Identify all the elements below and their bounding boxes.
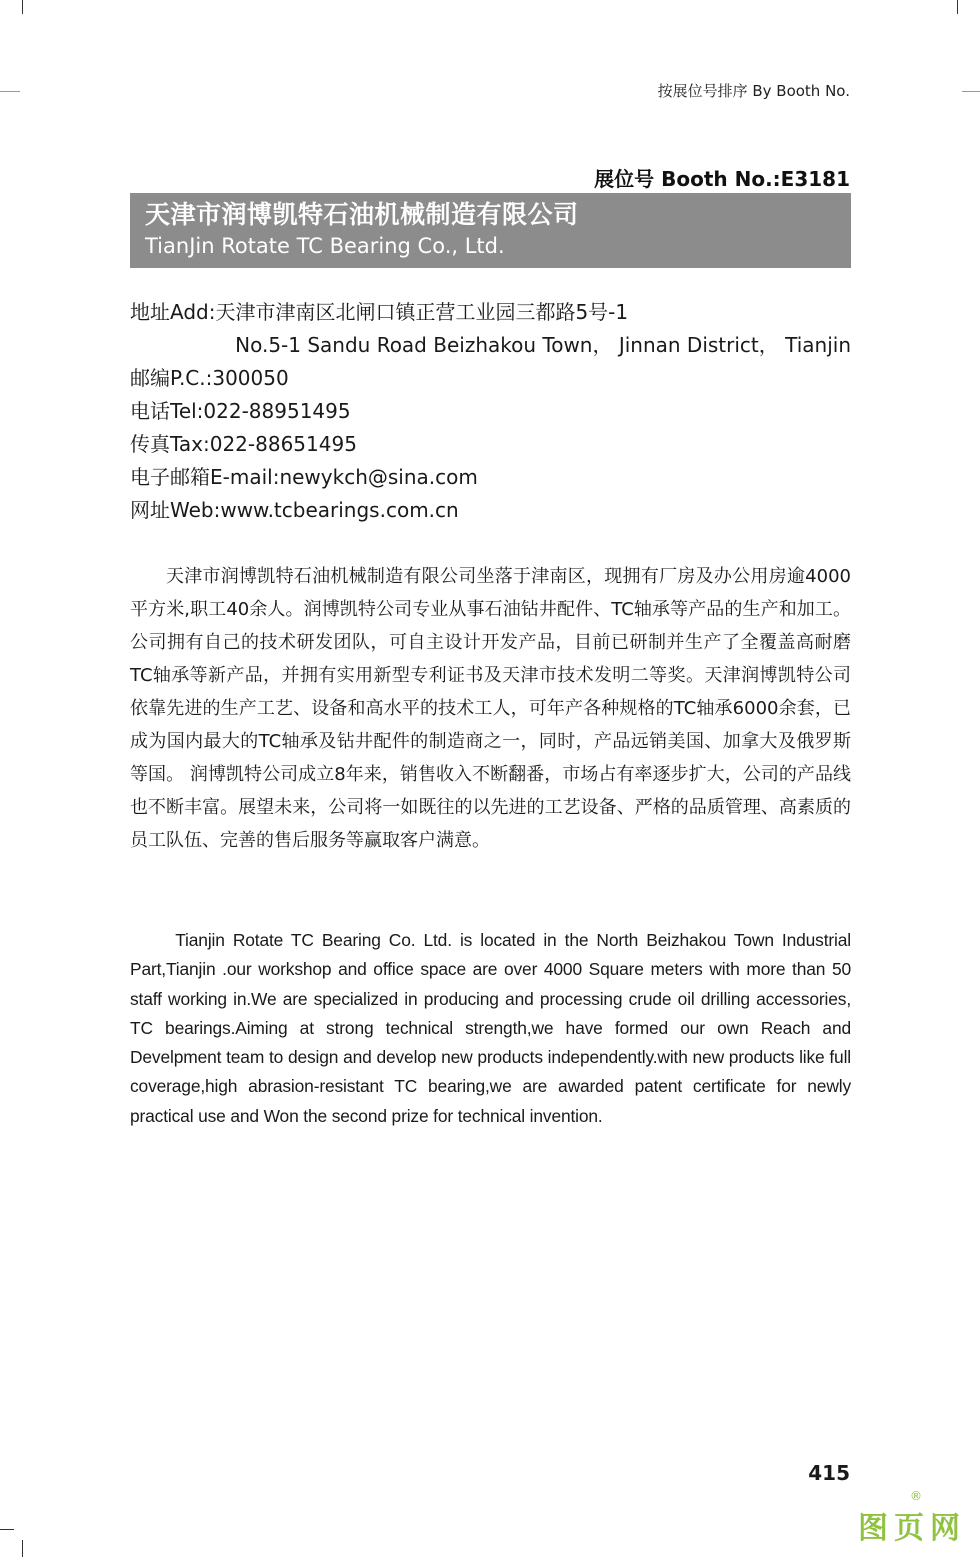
page-number: 415 <box>808 1461 850 1485</box>
company-banner <box>130 193 851 268</box>
watermark-text: 图页网 <box>858 1511 966 1546</box>
company-name-en: TianJin Rotate TC Bearing Co., Ltd. <box>145 234 505 258</box>
address-cn: 地址Add:天津市津南区北闸口镇正营工业园三都路5号-1 <box>130 300 629 324</box>
company-name-cn: 天津市润博凯特石油机械制造有限公司 <box>145 200 579 229</box>
registered-mark: ® <box>910 1489 922 1503</box>
booth-number: 展位号 Booth No.:E3181 <box>594 167 850 191</box>
website[interactable]: 网址Web:www.tcbearings.com.cn <box>130 498 459 522</box>
section-label: 按展位号排序 By Booth No. <box>657 82 850 100</box>
watermark-logo <box>858 1489 966 1547</box>
contact-info <box>130 296 851 527</box>
email[interactable]: 电子邮箱E-mail:newykch@sina.com <box>130 465 478 489</box>
postcode: 邮编P.C.:300050 <box>130 366 289 390</box>
crop-mark-top-left <box>22 0 23 14</box>
fax: 传真Tax:022-88651495 <box>130 432 357 456</box>
description-cn: 天津市润博凯特石油机械制造有限公司坐落于津南区，现拥有厂房及办公用房逾4000平方米,职工40余人。润博凯特公司专业从事石油钻井配件、TC轴承等产品的生产和加工。公司拥有自己的技术研发团队，可自主设计开发产品，目前已研制并生产了全覆盖高耐磨TC轴承等新产品，并拥有实用新型专利证书及天津市技术发明二等奖。天津润博凯特公司依靠先进的生产工艺、设备和高水平的技术工人，可年产各种规格的TC轴承6000余套，已成为国内最大的TC轴承及钻井配件的制造商之一，同时，产品远销美国、加拿大及俄罗斯等国。 润博凯特公司成立8年来，销售收入不断翻番，市场占有率逐步扩大，公司的产品线也不断丰富。展望未来，公司将一如既往的以先进的工艺设备、严格的品质管理、高素质的员工队伍、完善的售后服务等赢取客户满意。 <box>130 566 851 851</box>
crop-mark-bottom-left <box>22 1540 23 1557</box>
description-en: Tianjin Rotate TC Bearing Co. Ltd. is located in the North Beizhakou Town Industrial Part,Tianjin .our workshop and office space are over 4000 Square meters with more than 50 staff working in.We are specialized in producing and processing crude oil drilling accessories, TC bearings.Aiming at strong technical strength,we have formed our own Reach and Develpment team to design and develop new products independently.with new products like full coverage,high abrasion-resistant TC bearing,we are awarded patent certificate for newly practical use and Won the second prize for technical invention. <box>130 930 851 1126</box>
crop-mark-right-top <box>962 91 980 92</box>
address-en: No.5-1 Sandu Road Beizhakou Town， Jinnan District， Tianjin <box>235 333 851 357</box>
telephone: 电话Tel:022-88951495 <box>130 399 351 423</box>
crop-mark-top-right <box>957 0 958 14</box>
crop-mark-left-top <box>0 91 20 92</box>
crop-mark-left-bottom <box>0 1529 14 1530</box>
